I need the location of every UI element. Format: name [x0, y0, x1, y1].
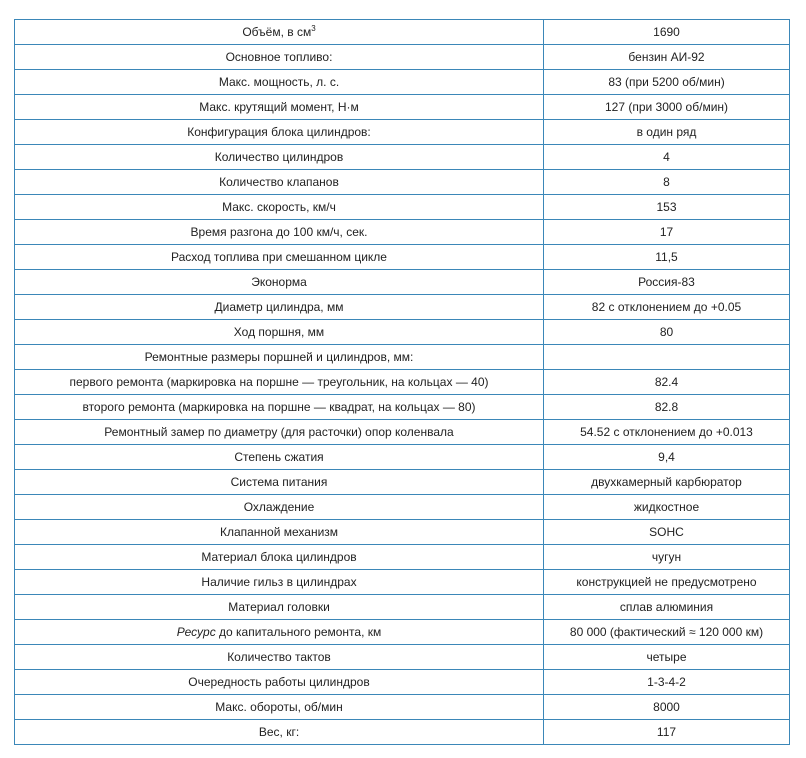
- param-cell: Клапанной механизм: [15, 520, 544, 545]
- value-cell: 80 000 (фактический ≈ 120 000 км): [544, 620, 790, 645]
- param-cell: первого ремонта (маркировка на поршне — треугольник, на кольцах — 40): [15, 370, 544, 395]
- param-cell: Время разгона до 100 км/ч, сек.: [15, 220, 544, 245]
- param-cell: Макс. мощность, л. с.: [15, 70, 544, 95]
- param-cell: второго ремонта (маркировка на поршне — квадрат, на кольцах — 80): [15, 395, 544, 420]
- value-cell: 17: [544, 220, 790, 245]
- value-cell: 1-3-4-2: [544, 670, 790, 695]
- value-cell: SOHC: [544, 520, 790, 545]
- param-cell: Конфигурация блока цилиндров:: [15, 120, 544, 145]
- param-cell: Охлаждение: [15, 495, 544, 520]
- value-cell: в один ряд: [544, 120, 790, 145]
- param-cell: [15, 20, 544, 45]
- value-cell: четыре: [544, 645, 790, 670]
- param-cell: Ход поршня, мм: [15, 320, 544, 345]
- table-row: [15, 320, 790, 345]
- value-cell: сплав алюминия: [544, 595, 790, 620]
- param-cell: Основное топливо:: [15, 45, 544, 70]
- param-cell: Макс. обороты, об/мин: [15, 695, 544, 720]
- table-row: [15, 70, 790, 95]
- table-row: [15, 620, 790, 645]
- param-cell: Расход топлива при смешанном цикле: [15, 245, 544, 270]
- table-row: [15, 270, 790, 295]
- value-cell: 83 (при 5200 об/мин): [544, 70, 790, 95]
- value-cell: 54.52 с отклонением до +0.013: [544, 420, 790, 445]
- table-row: [15, 470, 790, 495]
- value-cell: 8000: [544, 695, 790, 720]
- value-cell: Россия-83: [544, 270, 790, 295]
- table-row: [15, 670, 790, 695]
- param-cell: Макс. скорость, км/ч: [15, 195, 544, 220]
- param-emphasis: Ресурс: [176, 625, 216, 639]
- value-cell: 1690: [544, 20, 790, 45]
- param-label: Объём, в см: [242, 25, 312, 39]
- table-row: [15, 395, 790, 420]
- table-row: [15, 95, 790, 120]
- param-cell: Материал блока цилиндров: [15, 545, 544, 570]
- param-cell: Количество тактов: [15, 645, 544, 670]
- param-cell: Ремонтный замер по диаметру (для расточки) опор коленвала: [15, 420, 544, 445]
- value-cell: 82.8: [544, 395, 790, 420]
- value-cell: 82 с отклонением до +0.05: [544, 295, 790, 320]
- table-row: [15, 445, 790, 470]
- table-row: [15, 345, 790, 370]
- value-cell: конструкцией не предусмотрено: [544, 570, 790, 595]
- param-cell: [15, 620, 544, 645]
- param-cell: Диаметр цилиндра, мм: [15, 295, 544, 320]
- value-cell: двухкамерный карбюратор: [544, 470, 790, 495]
- param-cell: Материал головки: [15, 595, 544, 620]
- value-cell: 9,4: [544, 445, 790, 470]
- param-cell: Наличие гильз в цилиндрах: [15, 570, 544, 595]
- param-cell: Система питания: [15, 470, 544, 495]
- table-row: [15, 145, 790, 170]
- superscript: 3: [311, 24, 316, 33]
- param-label: до капитального ремонта, км: [215, 625, 382, 639]
- table-row: [15, 695, 790, 720]
- param-cell: Ремонтные размеры поршней и цилиндров, мм:: [15, 345, 544, 370]
- table-row: [15, 220, 790, 245]
- table-row: [15, 45, 790, 70]
- table-row: [15, 545, 790, 570]
- value-cell: 127 (при 3000 об/мин): [544, 95, 790, 120]
- engine-specs-table: [14, 19, 790, 745]
- table-row: [15, 170, 790, 195]
- value-cell: 11,5: [544, 245, 790, 270]
- value-cell: 4: [544, 145, 790, 170]
- param-cell: Количество цилиндров: [15, 145, 544, 170]
- param-cell: Макс. крутящий момент, Н·м: [15, 95, 544, 120]
- value-cell: 153: [544, 195, 790, 220]
- param-cell: Количество клапанов: [15, 170, 544, 195]
- param-cell: Очередность работы цилиндров: [15, 670, 544, 695]
- table-row: [15, 20, 790, 45]
- table-row: [15, 295, 790, 320]
- value-cell: 80: [544, 320, 790, 345]
- param-cell: Вес, кг:: [15, 720, 544, 745]
- table-row: [15, 420, 790, 445]
- table-row: [15, 195, 790, 220]
- value-cell: чугун: [544, 545, 790, 570]
- param-cell: Степень сжатия: [15, 445, 544, 470]
- table-row: [15, 120, 790, 145]
- table-row: [15, 520, 790, 545]
- value-cell: 117: [544, 720, 790, 745]
- table-row: [15, 645, 790, 670]
- value-cell: 8: [544, 170, 790, 195]
- table-row: [15, 720, 790, 745]
- table-row: [15, 245, 790, 270]
- table-row: [15, 595, 790, 620]
- value-cell: 82.4: [544, 370, 790, 395]
- table-row: [15, 570, 790, 595]
- value-cell: жидкостное: [544, 495, 790, 520]
- value-cell: бензин АИ-92: [544, 45, 790, 70]
- param-cell: Эконорма: [15, 270, 544, 295]
- value-cell: [544, 345, 790, 370]
- table-row: [15, 370, 790, 395]
- table-row: [15, 495, 790, 520]
